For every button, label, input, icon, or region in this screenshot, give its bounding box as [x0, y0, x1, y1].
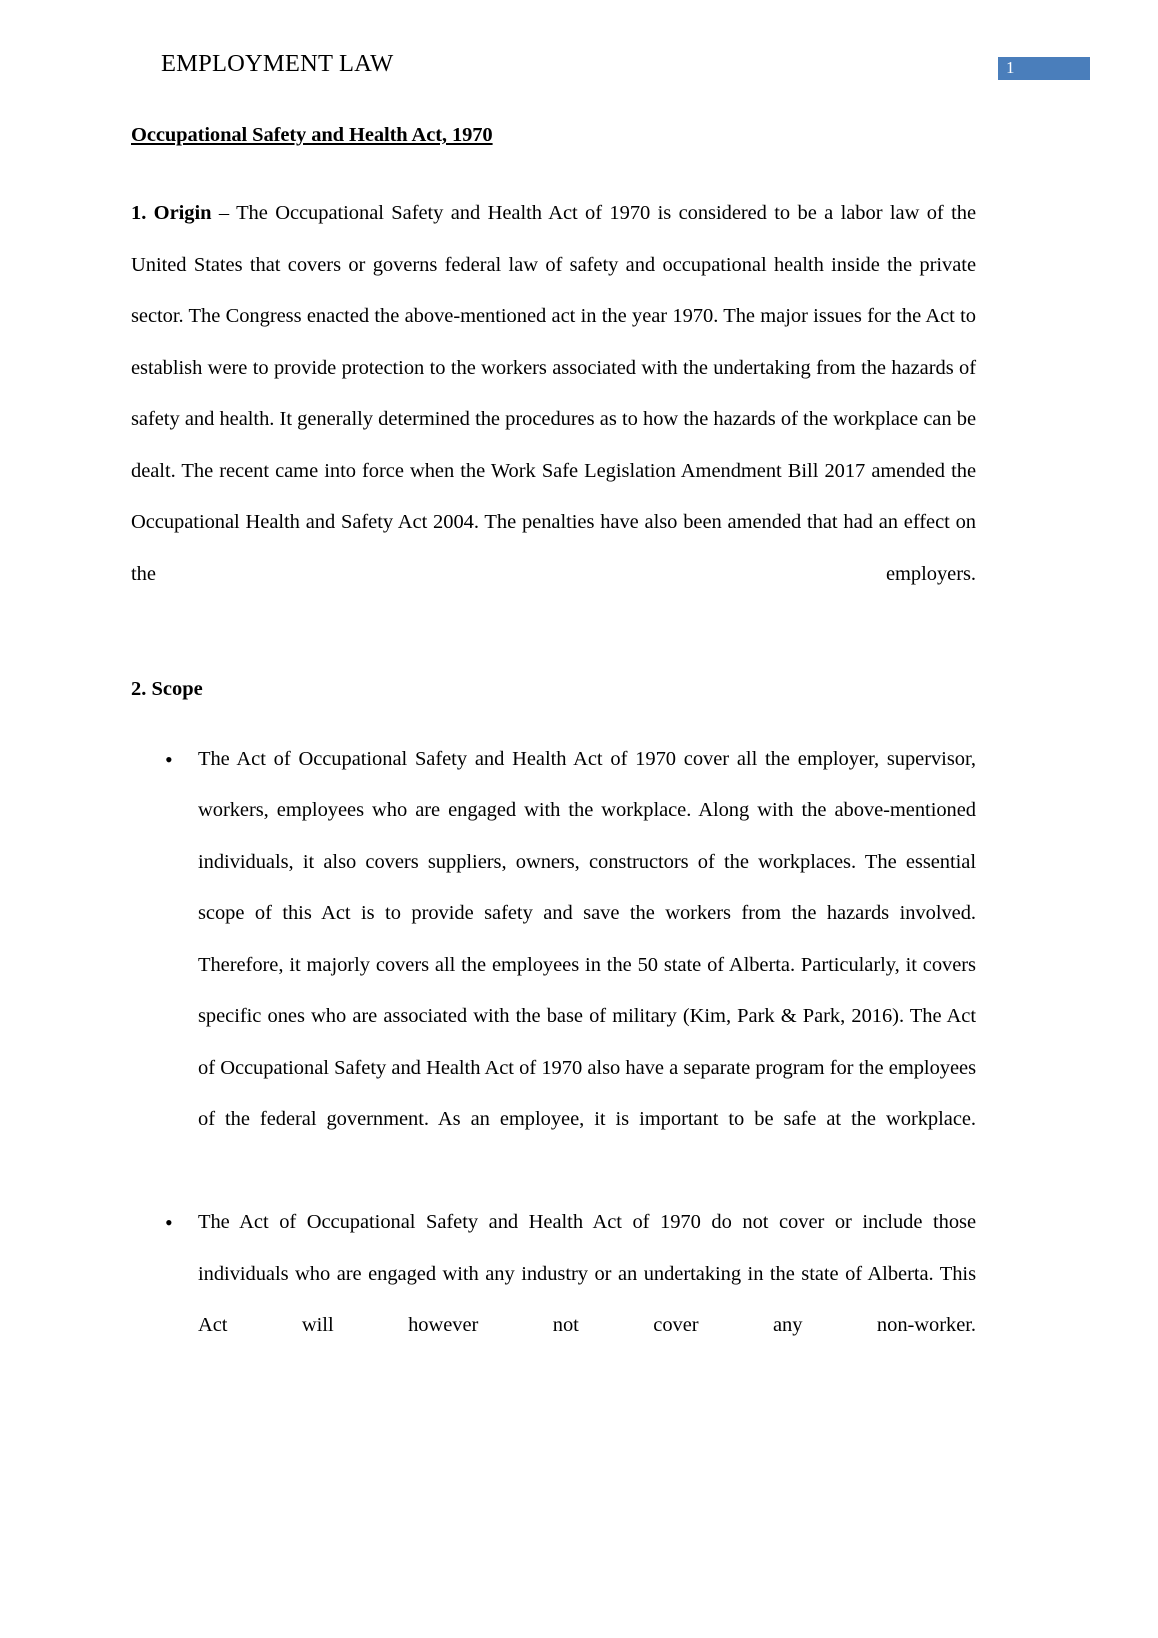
- bullet-point-icon: •: [165, 746, 173, 772]
- document-title: Occupational Safety and Health Act, 1970: [131, 124, 493, 146]
- list-item: [131, 734, 976, 1198]
- page-number-badge: [998, 57, 1090, 80]
- paragraph-origin-body: – The Occupational Safety and Health Act of 1970 is considered to be a labor law of the United States that covers or governs federal law of safety and occupational health inside the private sector. The Congress enacted the above-mentioned act in the year 1970. The major issues for the Act to establish were to provide protection to the workers associated with the undertaking from the hazards of safety and health. It generally determined the procedures as to how the hazards of the workplace can be dealt. The recent came into force when the Work Safe Legislation Amendment Bill 2017 amended the Occupational Health and Safety Act 2004. The penalties have also been amended that had an effect on the employers.: [131, 202, 976, 585]
- scope-bullet-list: [131, 734, 976, 1404]
- list-item-text: The Act of Occupational Safety and Health Act of 1970 do not cover or include those individuals who are engaged with any industry or an undertaking in the state of Alberta. This Act will however not cover any non-worker.: [198, 1211, 976, 1336]
- page-number-label: 1: [1006, 58, 1015, 77]
- page-header: [0, 48, 1158, 88]
- running-header-title: EMPLOYMENT LAW: [161, 50, 394, 77]
- list-item: [131, 1197, 976, 1403]
- document-body: [131, 120, 976, 1403]
- bullet-point-icon: •: [165, 1210, 173, 1235]
- list-item-text: The Act of Occupational Safety and Health Act of 1970 cover all the employer, supervisor, workers, employees who are engaged with the workplace. Along with the above-mentioned individuals, it also covers suppliers, owners, constructors of the workplaces. The essential scope of this Act is to provide safety and save the workers from the hazards involved. Therefore, it majorly covers all the employees in the 50 state of Alberta. Particularly, it covers specific ones who are associated with the base of military (Kim, Park & Park, 2016). The Act of Occupational Safety and Health Act of 1970 also have a separate program for the employees of the federal government. As an employee, it is important to be safe at the workplace.: [198, 747, 976, 1130]
- paragraph-origin-lead: 1. Origin: [131, 202, 212, 224]
- section-heading-scope: 2. Scope: [131, 677, 203, 700]
- paragraph-origin: [131, 188, 976, 652]
